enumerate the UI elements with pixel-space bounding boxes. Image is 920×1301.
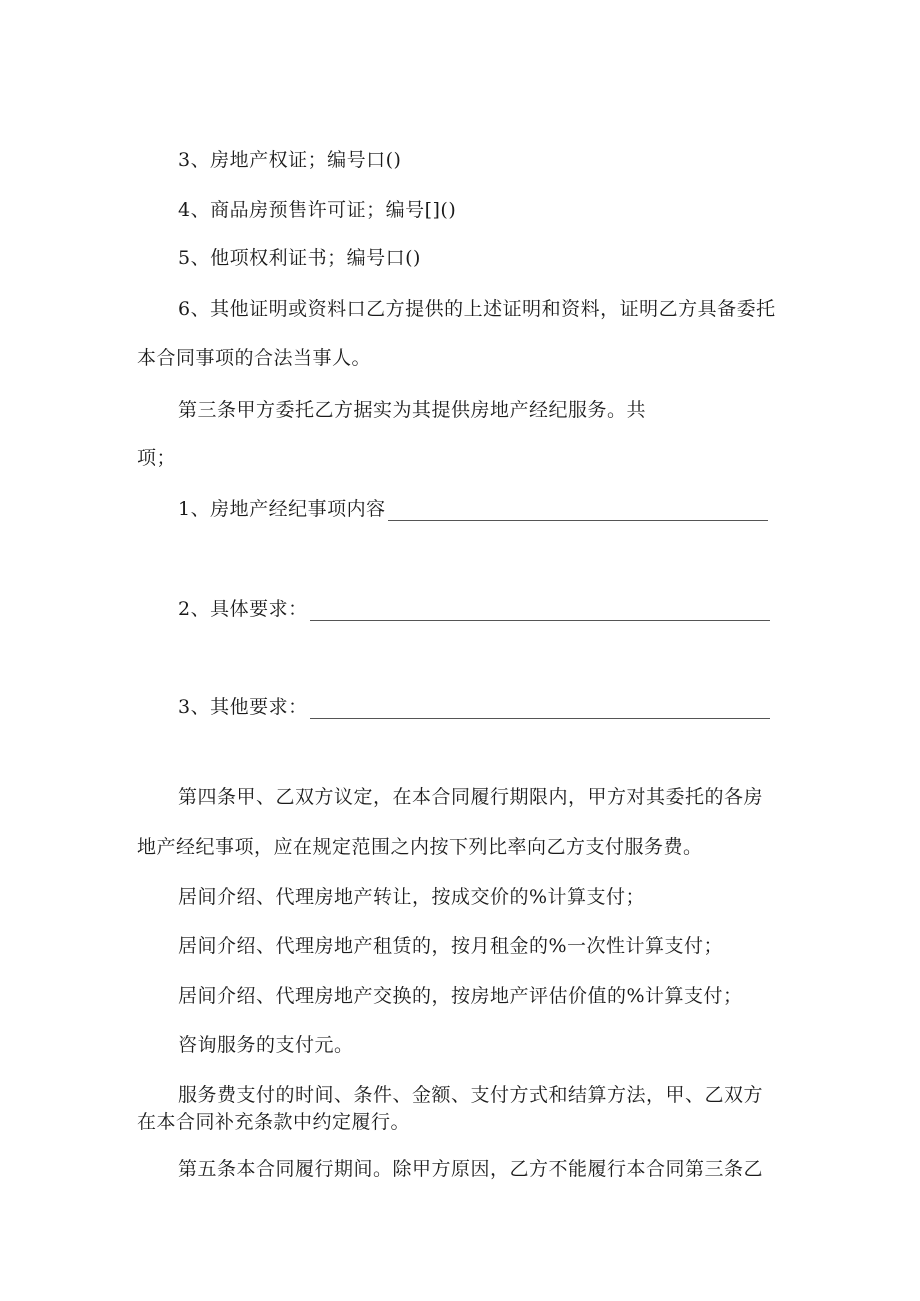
- fill-in-blank[interactable]: [388, 502, 768, 521]
- article-4-line2: 地产经纪事项，应在规定范围之内按下列比率向乙方支付服务费。: [137, 836, 703, 858]
- article-5-line1: 第五条本合同履行期间。除甲方原因，乙方不能履行本合同第三条乙: [178, 1158, 764, 1180]
- article-3-item-1: [178, 497, 768, 521]
- article-3-line1: 第三条甲方委托乙方据实为其提供房地产经纪服务。共: [178, 399, 647, 421]
- cert-item-5: 5、他项权利证书；编号口(): [178, 247, 421, 269]
- fee-item-3: 居间介绍、代理房地产交换的，按房地产评估价值的%计算支付；: [178, 985, 743, 1007]
- cert-item-4: 4、商品房预售许可证；编号[](): [178, 199, 457, 221]
- article-3-item-2: [178, 597, 770, 621]
- payment-terms-line1: 服务费支付的时间、条件、金额、支付方式和结算方法，甲、乙双方: [178, 1084, 764, 1106]
- fee-item-1: 居间介绍、代理房地产转让，按成交价的%计算支付；: [178, 886, 646, 908]
- fill-in-blank[interactable]: [310, 602, 770, 621]
- article-3-item-2-label: 2、具体要求：: [178, 598, 308, 620]
- fill-in-blank[interactable]: [310, 700, 770, 719]
- cert-item-6-line1: 6、其他证明或资料口乙方提供的上述证明和资料，证明乙方具备委托: [178, 298, 776, 320]
- cert-item-3: 3、房地产权证；编号口(): [178, 149, 402, 171]
- payment-terms-line2: 在本合同补充条款中约定履行。: [137, 1111, 411, 1133]
- article-3-item-3: [178, 695, 770, 719]
- article-3-item-3-label: 3、其他要求：: [178, 696, 308, 718]
- article-3-line2: 项；: [137, 447, 177, 469]
- cert-item-6-line2: 本合同事项的合法当事人。: [137, 347, 372, 369]
- article-4-line1: 第四条甲、乙双方议定，在本合同履行期限内，甲方对其委托的各房: [178, 786, 764, 808]
- fee-item-4: 咨询服务的支付元。: [178, 1034, 354, 1056]
- fee-item-2: 居间介绍、代理房地产租赁的，按月租金的%一次性计算支付；: [178, 935, 724, 957]
- article-3-item-1-label: 1、房地产经纪事项内容: [178, 498, 386, 520]
